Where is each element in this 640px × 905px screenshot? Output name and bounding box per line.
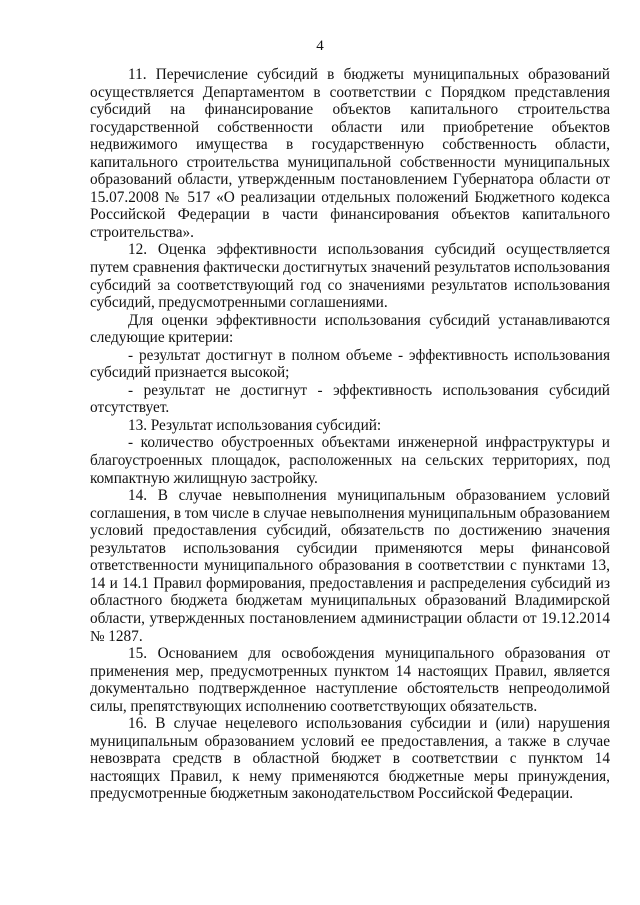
paragraph-15: 15. Основанием для освобождения муниципального образования от применения мер, предусмотренных пунктом 14 настоящих Правил, является документально подтвержденное наступление обстоятельств непреодолимой силы, препятствующих исполнению соответствующих обязательств. [90,645,610,715]
paragraph-13: 13. Результат использования субсидий: [128,416,382,434]
paragraph-16: 16. В случае нецелевого использования субсидии и (или) нарушения муниципальным образованием условий ее предоставления, а также в случае невозврата средств в областной бюджет в соответствии с пунктом 14 настоящих Правил, к нему применяются бюджетные меры принуждения, предусмотренные бюджетным законодательством Российской Федерации. [90,715,610,803]
paragraph-criterion-none: - результат не достигнут - эффективность использования субсидий отсутствует. [90,381,610,417]
paragraph-12: 12. Оценка эффективности использования субсидий осуществляется путем сравнения фактически достигнутых значений результатов использования субсидий за соответствующий год со значениями результатов использования субсидий, предусмотренными соглашениями. [90,241,610,312]
paragraph-13-result: - количество обустроенных объектами инженерной инфраструктуры и благоустроенных площадок, расположенных на сельских территориях, под компактную жилищную застройку. [90,434,610,487]
paragraph-criteria-intro: Для оценки эффективности использования субсидий устанавливаются следующие критерии: [90,311,610,347]
page-number: 4 [316,38,324,54]
paragraph-11: 11. Перечисление субсидий в бюджеты муниципальных образований осуществляется Департаментом в соответствии с Порядком представления субсидий на финансирование объектов капитального строительства государственной собственности области или приобретение объектов недвижимого имущества в государственную собственность области, капитального строительства муниципальной собственности муниципальных образований области, утвержденным постановлением Губернатора области от 15.07.2008 № 517 «О реализации отдельных положений Бюджетного кодекса Российской Федерации в части финансирования объектов капитального строительства». [90,66,610,241]
document-body [90,66,610,803]
paragraph-14: 14. В случае невыполнения муниципальным образованием условий соглашения, в том числе в случае невыполнения муниципальным образованием условий предоставления субсидий, обязательств по достижению значения результатов использования субсидии применяются меры финансовой ответственности муниципального образования в соответствии с пунктами 13, 14 и 14.1 Правил формирования, предоставления и распределения субсидий из областного бюджета бюджетам муниципальных образований Владимирской области, утвержденных постановлением администрации области от 19.12.2014 № 1287. [90,487,610,645]
paragraph-criterion-high: - результат достигнут в полном объеме - эффективность использования субсидий признается высокой; [90,346,610,382]
